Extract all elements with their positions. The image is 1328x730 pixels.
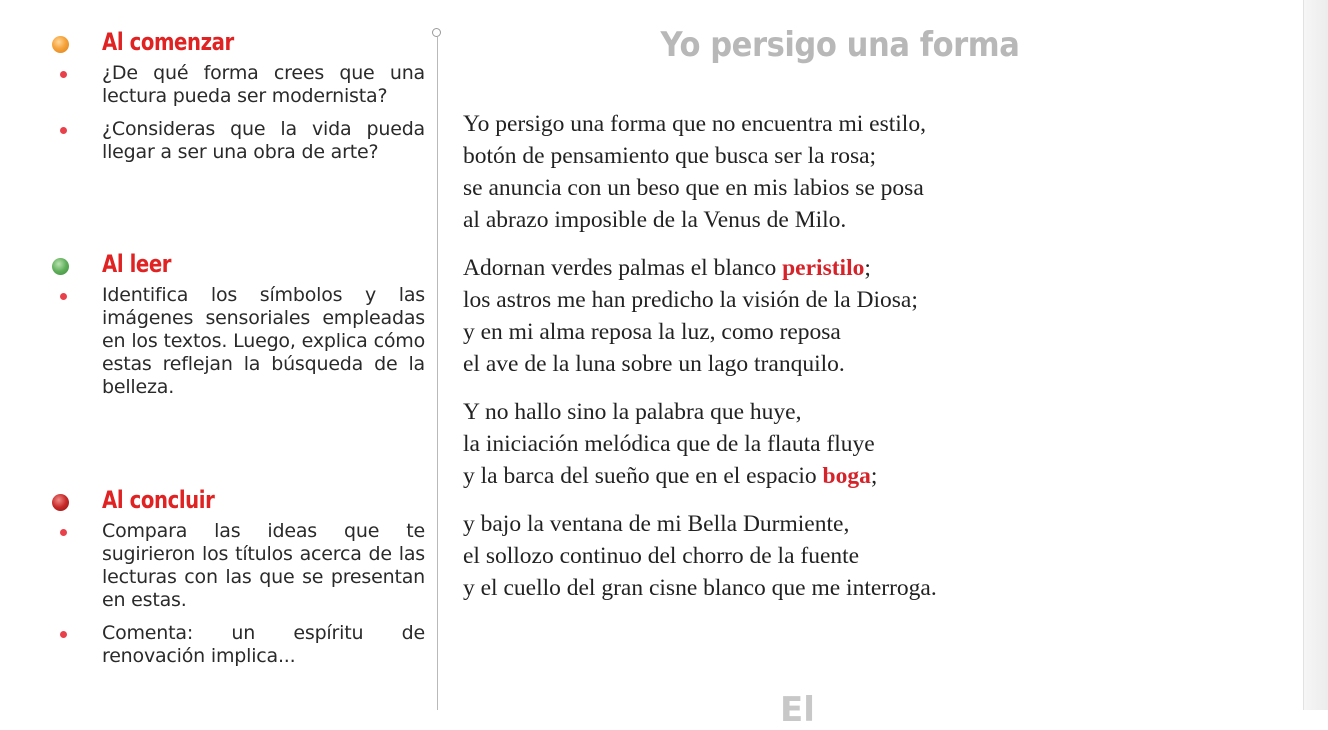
stanza	[463, 508, 1023, 604]
section-title: Al leer	[102, 250, 172, 278]
list-item	[50, 118, 425, 164]
bullet-icon	[60, 529, 67, 536]
question-text: Compara las ideas que te sugirieron los títulos acerca de las lecturas con las que se presentan en estas.	[102, 520, 425, 611]
poem-line: y el cuello del gran cisne blanco que me interroga.	[463, 575, 937, 601]
poem-line: y en mi alma reposa la luz, como reposa	[463, 319, 841, 345]
poem-line: la iniciación melódica que de la flauta fluye	[463, 431, 875, 457]
bullet-icon	[60, 631, 67, 638]
question-text: Identifica los símbolos y las imágenes sensoriales empleadas en los textos. Luego, explica cómo estas reflejan la búsqueda de la belleza.	[102, 284, 425, 398]
poem-line	[463, 252, 1023, 284]
line-text: Adornan verdes palmas el blanco	[463, 255, 783, 281]
bullet-icon	[60, 127, 67, 134]
question-text: ¿Consideras que la vida pueda llegar a ser una obra de arte?	[102, 118, 425, 163]
poem-line: los astros me han predicho la visión de la Diosa;	[463, 287, 918, 313]
column-divider	[437, 37, 438, 710]
stanza	[463, 396, 1023, 492]
section-al-concluir	[50, 486, 425, 678]
poem-line: el sollozo continuo del chorro de la fuente	[463, 543, 860, 569]
list-item	[50, 284, 425, 399]
section-al-leer	[50, 250, 425, 409]
red-dot-icon	[52, 494, 69, 511]
section-header	[50, 486, 425, 520]
stanza	[463, 108, 1023, 236]
question-text: ¿De qué forma crees que una lectura pueda ser modernista?	[102, 62, 425, 107]
section-al-comenzar	[50, 28, 425, 174]
green-dot-icon	[52, 258, 69, 275]
list-item	[50, 622, 425, 668]
highlighted-word: peristilo	[782, 255, 865, 281]
list-item	[50, 62, 425, 108]
poem-line: al abrazo imposible de la Venus de Milo.	[463, 207, 847, 233]
next-poem-title-fragment: El	[780, 690, 815, 730]
divider-knob-icon	[432, 28, 441, 37]
section-header	[50, 250, 425, 284]
orange-dot-icon	[52, 36, 69, 53]
poem-line: y bajo la ventana de mi Bella Durmiente,	[463, 511, 850, 537]
stanza	[463, 252, 1023, 380]
bullet-icon	[60, 71, 67, 78]
poem-line: Y no hallo sino la palabra que huye,	[463, 399, 802, 425]
section-header	[50, 28, 425, 62]
line-text: ;	[870, 463, 878, 489]
line-text: ;	[864, 255, 871, 281]
poem-body	[463, 108, 1023, 620]
section-title: Al concluir	[102, 486, 215, 514]
poem-line: se anuncia con un beso que en mis labios se posa	[463, 175, 924, 201]
poem-line: Yo persigo una forma que no encuentra mi estilo,	[463, 111, 926, 137]
line-text: y la barca del sueño que en el espacio	[463, 463, 823, 489]
page-edge-shadow	[1303, 0, 1328, 710]
poem-line	[463, 460, 1023, 492]
highlighted-word: boga	[822, 463, 871, 489]
question-text: Comenta: un espíritu de renovación implica...	[102, 622, 425, 667]
poem-title: Yo persigo una forma	[660, 25, 1020, 65]
section-title: Al comenzar	[102, 28, 234, 56]
poem-line: el ave de la luna sobre un lago tranquilo.	[463, 351, 845, 377]
list-item	[50, 520, 425, 612]
poem-line: botón de pensamiento que busca ser la rosa;	[463, 143, 877, 169]
bullet-icon	[60, 293, 67, 300]
